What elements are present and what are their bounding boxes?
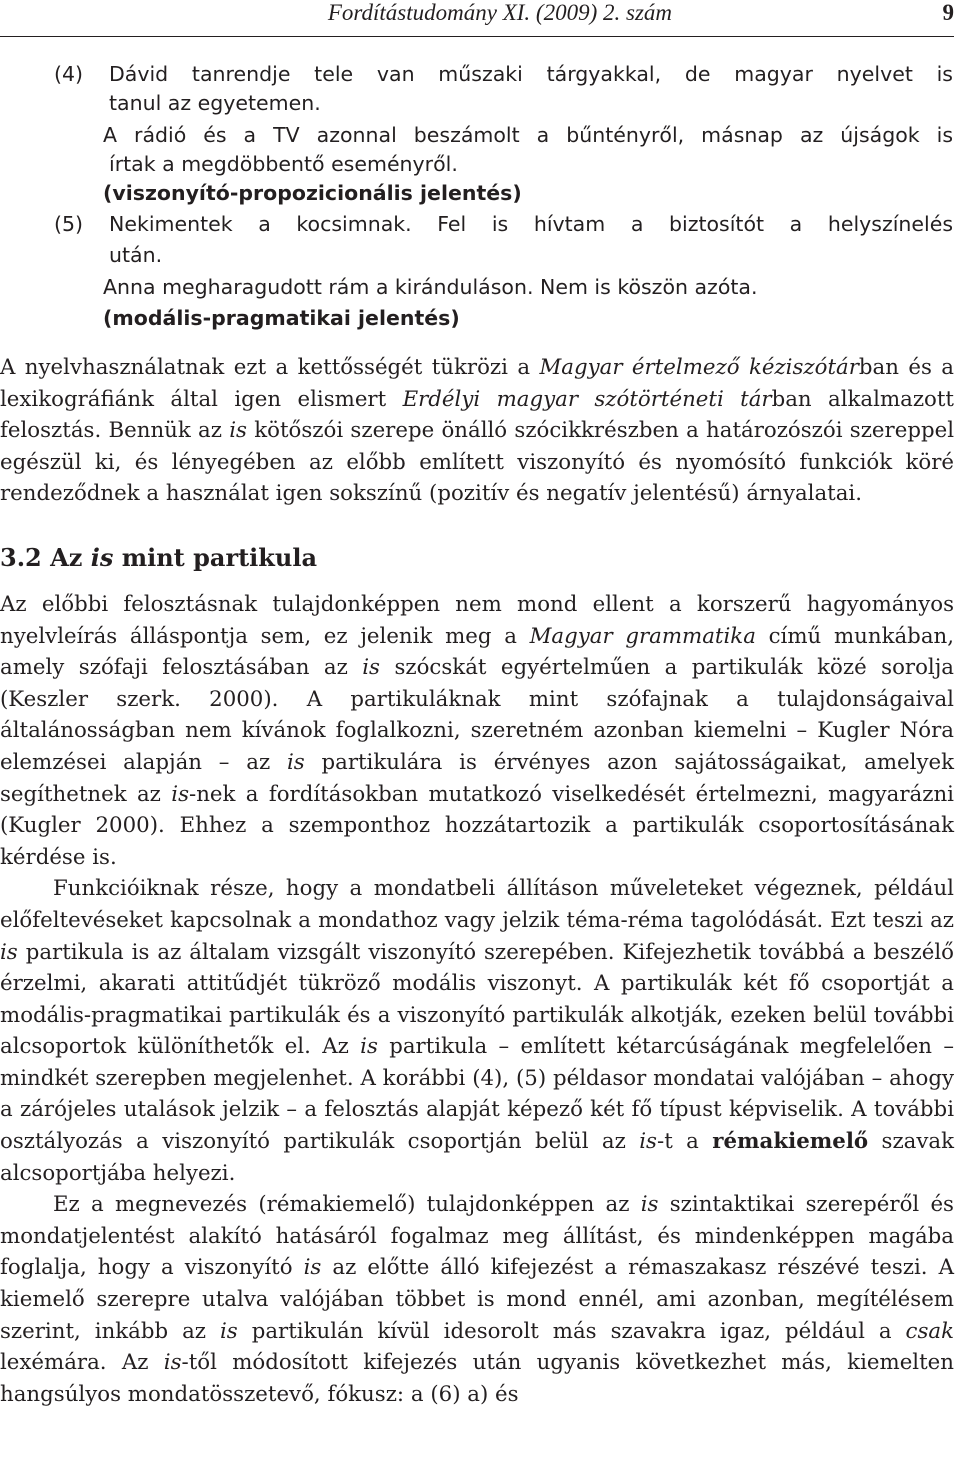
text-run: partikula is az általam vizsgált viszonyító szerepében. Kifejezhetik továbbá a beszélő érzelmi, akarati attitűdjét tükröző modális viszonyt. A partikulák két fő csoportját a modális-pragmatikai partikulák és a viszonyító partikulák alkotják, ezeken belül további alcsoportok különíthetők el. Az xyxy=(0,939,954,1060)
text-run: az előtte álló kifejezést a rémaszakasz részévé teszi. A kiemelő szerepre utalva valójában többet is mond ennél, ami azonban, megítélésem szerint, inkább az xyxy=(0,1255,955,1344)
italic-term: is xyxy=(90,542,114,572)
example-text: Dávid tanrendje tele van műszaki tárgyakkal, de magyar nyelvet is xyxy=(109,62,953,86)
italic-term: is xyxy=(639,1129,657,1155)
example-text: Anna megharagudott rám a kiránduláson. Nem is köszön azóta. xyxy=(103,275,758,299)
italic-term: is xyxy=(303,1255,322,1281)
text-run: A nyelvhasználatnak ezt a kettősségét tükrözi a xyxy=(0,355,540,380)
italic-title: Magyar értelmező kéziszótár xyxy=(539,355,859,380)
page-number: 9 xyxy=(942,0,954,25)
text-run: Az előbbi felosztásnak tulajdonképpen nem mond ellent a korszerű hagyományos nyelvleírás álláspontja sem, ez jelenik meg a xyxy=(0,591,954,649)
example-text: tanul az egyetemen. xyxy=(109,91,321,115)
example-text: A rádió és a TV azonnal beszámolt a bűntényről, másnap az újságok is xyxy=(103,123,953,147)
text-run: kötőszói szerepe önálló szócikkrészben a határozószói szereppel egészül ki, és lényegében az előbb említett viszonyító és nyomósító funkciók köré rendeződnek a használat igen sokszínű (pozitív és negatív jelentésű) árnyalatai. xyxy=(0,418,955,507)
paragraph xyxy=(0,589,954,873)
heading-run: 3.2 Az xyxy=(0,542,91,572)
journal-title: Fordítástudomány XI. (2009) 2. szám xyxy=(327,0,672,25)
text-run: partikula – említett kétarcúságának megfelelően – mindkét szerepben megjelenhet. A korábbi (4), (5) példasor mondatai valójában – ahogy a zárójeles utalások jelzik – a felosztás alapját képező két fő típust képviselik. A további osztályozás a viszonyító partikulák csoportján belül az xyxy=(0,1034,954,1155)
text-run: ban alkalmazott felosztás. Bennük az xyxy=(0,386,954,444)
italic-term: is xyxy=(360,1034,378,1060)
text-run: szintaktikai szerepéről és mondatjelentést alakító hatásáról fogalmaz meg állítást, és mindenképpen magába foglalja, hogy a viszonyító xyxy=(0,1192,954,1281)
italic-term: is xyxy=(229,418,247,444)
text-run: Ez a megnevezés (rémakiemelő) tulajdonképpen az xyxy=(53,1192,641,1218)
paragraph xyxy=(0,1189,954,1410)
paragraph xyxy=(0,352,954,510)
text-run: lexémára. Az xyxy=(0,1350,164,1376)
section-heading xyxy=(0,542,954,574)
italic-term: is xyxy=(640,1192,659,1218)
heading-run: mint partikula xyxy=(113,542,318,572)
example-text: írtak a megdöbbentő eseményről. xyxy=(109,152,458,176)
italic-term: is xyxy=(171,781,190,807)
text-run: ban és a lexikográfiánk által igen elismert xyxy=(0,355,954,412)
text-run: Funkcióiknak része, hogy a mondatbeli állításon műveleteket végeznek, például előfeltevéseket kapcsolnak a mondathoz vagy jelzik téma-réma tagolódását. Ezt teszi az xyxy=(0,876,954,933)
text-run: partikulán kívül idesorolt más szavakra igaz, például a xyxy=(237,1318,906,1344)
running-header xyxy=(0,0,954,26)
example-number: (4) xyxy=(54,62,84,86)
text-run: című munkában, amely szófaji felosztásában az xyxy=(0,623,954,681)
example-text: Nekimentek a kocsimnak. Fel is hívtam a biztosítót a helyszínelés xyxy=(109,212,953,236)
italic-term: is xyxy=(220,1318,238,1344)
text-run: partikulára is érvényes azon sajátosságaikat, amelyek segíthetnek az xyxy=(0,749,954,807)
italic-term: is xyxy=(0,939,18,965)
paragraph xyxy=(0,873,954,1189)
italic-term: is xyxy=(286,749,305,775)
example-text: után. xyxy=(109,243,163,267)
text-run: szavak alcsoportjába helyezi. xyxy=(0,1129,955,1186)
text-run: szócskát egyértelműen a partikulák közé sorolja (Keszler szerk. 2000). A partikuláknak mint szófajnak a tulajdonságaival általánosságban nem kívánok foglalkozni, szeretném azonban kiemelni – Kugler Nóra elemzései alapján – az xyxy=(0,655,955,775)
example-label: (viszonyító-propozicionális jelentés) xyxy=(103,181,522,205)
bold-term: rémakiemelő xyxy=(712,1129,869,1155)
italic-term: is xyxy=(163,1350,182,1376)
header-rule xyxy=(0,36,954,37)
text-run: -t a xyxy=(657,1129,713,1155)
example-number: (5) xyxy=(54,212,84,236)
italic-term: is xyxy=(362,655,380,681)
body-text xyxy=(0,338,954,1410)
text-run: -nek a fordításokban mutatkozó viselkedését értelmezni, magyarázni (Kugler 2000). Ehhez a szemponthoz hozzátartozik a partikulák csoportosításának kérdése is. xyxy=(0,781,954,870)
italic-term: csak xyxy=(905,1318,954,1344)
text-run: -től módosított kifejezés után ugyanis következhet más, kiemelten hangsúlyos mondatösszetevő, fókusz: a (6) a) és xyxy=(0,1350,954,1407)
italic-title: Erdélyi magyar szótörténeti tár xyxy=(402,386,772,412)
italic-title: Magyar grammatika xyxy=(529,623,756,649)
example-label: (modális-pragmatikai jelentés) xyxy=(103,306,460,330)
